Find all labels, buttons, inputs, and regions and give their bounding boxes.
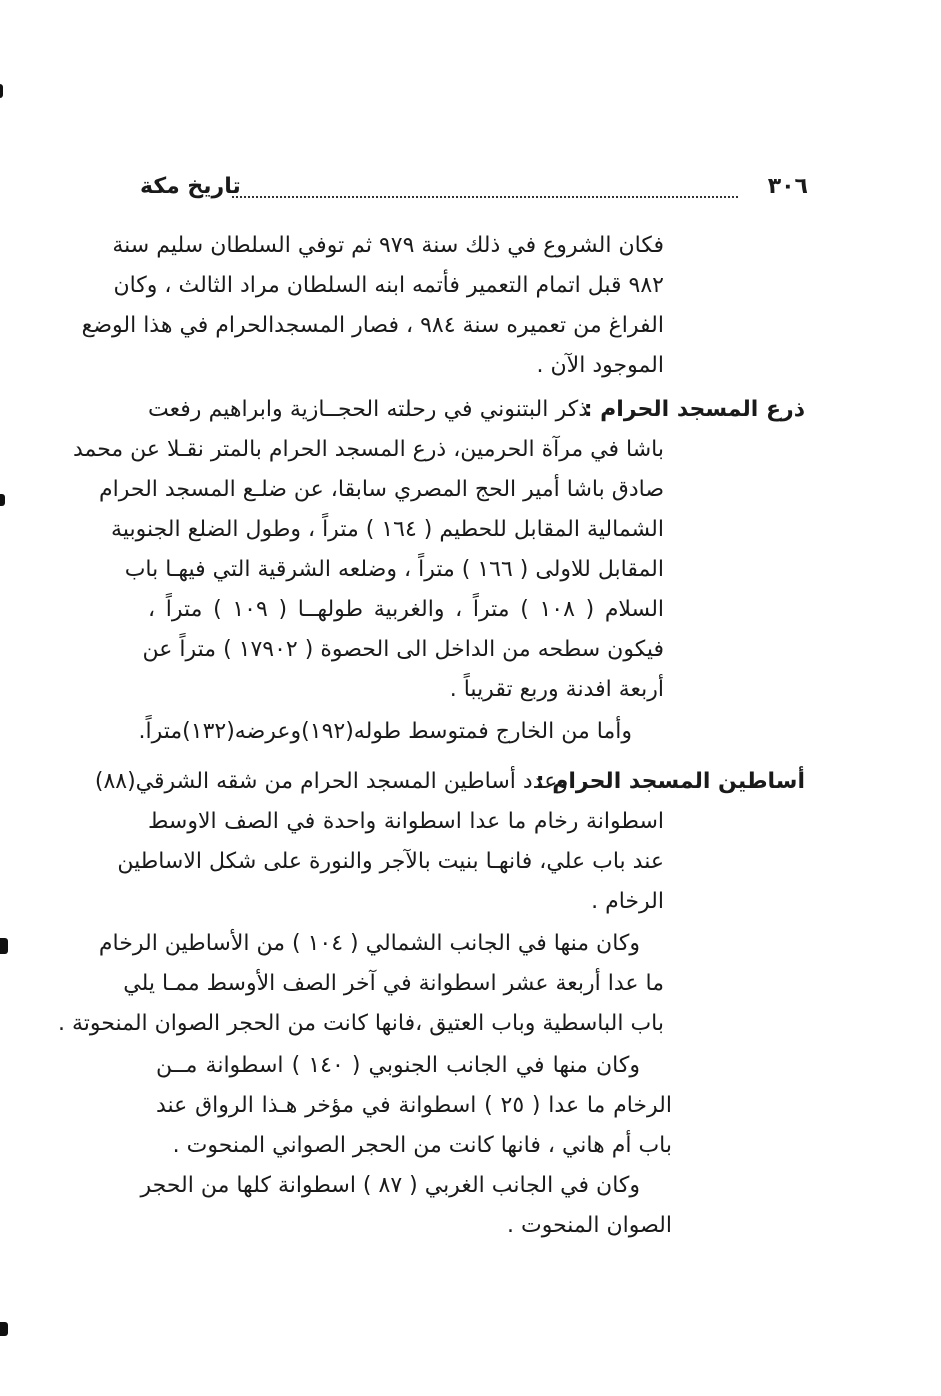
paragraph-line: الشمالية المقابل للحطيم ( ١٦٤ ) متراً ، وطول الضلع الجنوبية [111, 517, 664, 542]
paragraph-line: اسطوانة رخام ما عدا اسطوانة واحدة في الصف الاوسط [148, 809, 664, 834]
header-title: تاريخ مكة [140, 174, 241, 199]
section-heading: أساطين المسجد الحرام : [535, 769, 805, 794]
scan-edge-mark [0, 84, 3, 98]
paragraph-line: وأما من الخارج فمتوسط طوله(١٩٢)وعرضه(١٣٢)متراً. [138, 719, 632, 744]
paragraph-line: الرخام . [591, 889, 664, 914]
paragraph-line: وكان منها في الجانب الجنوبي ( ١٤٠ ) اسطوانة مــن [156, 1053, 640, 1078]
paragraph-line: باب أم هاني ، فانها كانت من الحجر الصواني المنحوت . [172, 1133, 672, 1158]
paragraph-line: وكان في الجانب الغربي ( ٨٧ ) اسطوانة كلها من الحجر [140, 1173, 640, 1198]
paragraph-line: الصوان المنحوت . [507, 1213, 672, 1238]
paragraph-line: باشا في مرآة الحرمين، ذرع المسجد الحرام بالمتر نقـلا عن محمد [72, 437, 664, 462]
section-heading: ذرع المسجد الحرام : [583, 397, 805, 422]
paragraph-line: ما عدا أربعة عشر اسطوانة في آخر الصف الأوسط ممـا يلي [123, 971, 664, 996]
running-header [140, 174, 808, 210]
paragraph-line: وعدد أساطين المسجد الحرام من شقه الشرقي(٨٨) [94, 769, 568, 794]
paragraph-line: فكان الشروع في ذلك سنة ٩٧٩ ثم توفي السلطان سليم سنة [112, 233, 664, 258]
paragraph-line: المقابل للاولى ( ١٦٦ ) متراً ، وضلعه الشرقية التي فيهـا باب [124, 557, 664, 582]
paragraph-line: الفراغ من تعميره سنة ٩٨٤ ، فصار المسجدالحرام في هذا الوضع [81, 313, 664, 338]
paragraph-line: الرخام ما عدا ( ٢٥ ) اسطوانة في مؤخر هـذا الرواق عند [156, 1093, 672, 1118]
scan-edge-mark [0, 1322, 8, 1336]
paragraph-line: الموجود الآن . [536, 353, 664, 378]
scan-edge-mark [0, 494, 5, 506]
scan-edge-mark [0, 938, 8, 954]
paragraph-line: باب الباسطية وباب العتيق ،فانها كانت من الحجر الصوان المنحوتة . [57, 1011, 664, 1036]
paragraph-line: أربعة افدنة وربع تقريباً . [449, 677, 664, 702]
paragraph-line: السلام ( ١٠٨ ) متراً ، والغربية طولهــا ( ١٠٩ ) متراً ، [148, 597, 665, 622]
page-number: ٣٠٦ [767, 174, 808, 199]
paragraph-line: فيكون سطحه من الداخل الى الحصوة ( ١٧٩٠٢ ) متراً عن [142, 637, 664, 662]
paragraph-line: وكان منها في الجانب الشمالي ( ١٠٤ ) من الأساطين الرخام [98, 931, 640, 956]
paragraph-line: صادق باشا أمير الحج المصري سابقا، عن ضلـع المسجد الحرام [99, 477, 664, 502]
header-dotted-leader [232, 196, 738, 198]
paragraph-line: ٩٨٢ قبل اتمام التعمير فأتمه ابنه السلطان مراد الثالث ، وكان [113, 273, 664, 298]
paragraph-line: عند باب علي، فانهـا بنيت بالآجر والنورة على شكل الاساطين [117, 849, 664, 874]
paragraph-line: ذكر البتنوني في رحلته الحجــازية وابراهيم رفعت [148, 397, 588, 422]
